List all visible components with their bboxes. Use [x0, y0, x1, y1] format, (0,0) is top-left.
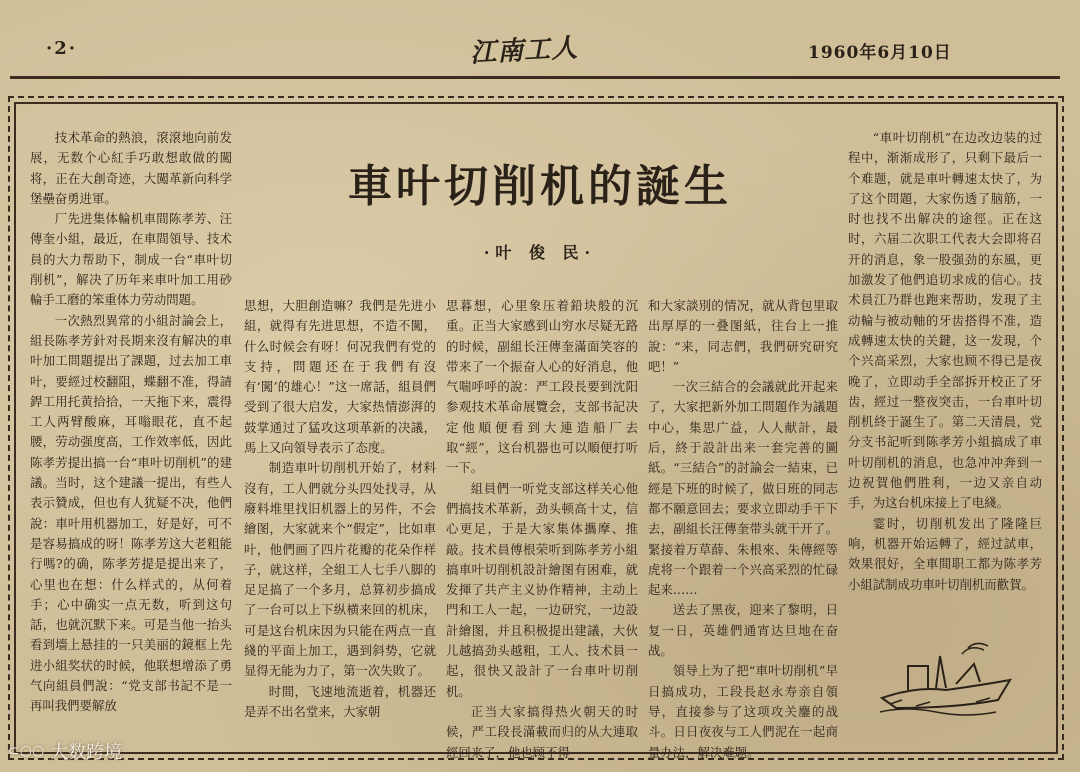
paragraph: 組員們一听党支部这样关心他們搞技术革新，劲头顿高十丈，信心更足，于是大家集体攜摩、推敲。技术員傅根荣听到陈孝芳小組搞車叶切削机設計繪图有困难，就发揮了共产主义协作精神，主动上門和工人一起，一边研究，一边設計繪图，并且积极提出建議，大伙儿越搞劲头越粗，工人、技术員一起，很快又設計了一台車叶切削机。	[446, 480, 638, 699]
paragraph: 制造車叶切削机开始了，材料沒有，工人們就分头四处找寻，从廢料堆里找旧机器上的另件，不会繪图，大家就来个“假定”，比如車叶，他們画了四片花瓣的花朵作样子，就这样，全組工人七手八脚的足足搞了一个多月，总算初步搞成了一台可以上下纵横来回的机床，可是这台机床因为只能在两点一直綫的平面上加工，遇到斜势，它就显得无能为力了，第一次失敗了。	[244, 460, 436, 679]
page-number: ·2·	[46, 38, 78, 59]
watermark-text: 大数跨境	[50, 742, 123, 763]
paragraph: 厂先进集体輪机車間陈孝芳、汪傳奎小組，最近，在車間領导、技术員的大力帮助下，制成一台“車叶切削机”，解决了历年来車叶加工用砂輪手工磨的笨重体力劳动問題。	[30, 211, 232, 308]
ship-illustration	[876, 636, 1016, 718]
paragraph: 正当大家搞得热火朝天的时候，严工段長滿載而归的从大連取經回来了，他也顾不得	[446, 703, 638, 760]
paragraph: 霎时，切削机发出了隆隆巨响，机器开始运轉了，經过試車，效果很好，全車間职工都为陈孝芳小組試制成功車叶切削机而歡賀。	[848, 515, 1042, 592]
paragraph: 思想，大胆創造嘛？我們是先进小組，就得有先进思想，不造不闖，什么时候会有呀！何况我們有党的支持，問題还在于我們有沒有‘闖’的雄心！”这一席話，組員們受到了很大启发，大家热情澎湃的鼓掌通过了猛攻这项革新的决議，馬上又向領导表示了态度。	[244, 298, 436, 456]
issue-date: 1960年6月10日	[808, 43, 952, 63]
article-column-2	[244, 296, 436, 722]
paragraph: 送去了黑夜，迎来了黎明，日复一日，英雄們通宵达旦地在奋战。	[648, 602, 838, 659]
article-column-5	[848, 128, 1042, 595]
paragraph: “車叶切削机”在边改边装的过程中，渐渐成形了，只剩下最后一个难题，就是車叶轉速太快了，为了这个問題，大家伤透了脑筋，一时也找不出解决的途徑。正在这时，六届二次职工代表大会即将召开的消息，象一股强劲的东風，更加激发了他們追切求成的信心。技术員江乃群也跑来帮助，发現了主动輪与被动軸的牙齿搭得不准，造成轉速太快的关鍵，这一发現，个个兴高采烈，大家也顾不得已是夜晚了，立即动手全部拆开校正了牙齿，經过一整夜突击，一台車叶切削机終于誕生了。第二天清晨，党分支书記听到陈孝芳小組搞成了車叶切削机的消息，也急冲冲奔到一边祝賀他們胜利，一边又亲自动手，为这台机床接上了电綫。	[848, 130, 1042, 511]
paragraph: 技术革命的熱浪，滾滾地向前发展，无数个心紅手巧敢想敢做的闖将，正在大創奇迹，大闖革新向科学堡壘奋勇进軍。	[30, 130, 232, 206]
paragraph: 和大家談別的情况，就从背包里取出厚厚的一叠图紙，往台上一推說：“来，同志們，我們研究研究吧！”	[648, 298, 838, 374]
article-title: 車叶切削机的誕生	[348, 161, 732, 212]
paragraph: 一次熱烈異常的小組討論会上，組長陈孝芳針对長期来沒有解决的車叶加工問題提出了課題，过去加工車叶，要經过校翻阻，蝶翻不准，得請銲工用托黄拾拾，一天拖下来，震得工人两臂酸麻，耳嗡眼花，直不起腰，劳动强度高，工作效率低，因此陈孝芳提出搞一台“車叶切削机”的建議。当时，这个建議一提出，有些人表示贊成，但也有人犹疑不决，他們說：車叶用机器加工，好是好，可不是容易搞成的呀！陈孝芳这大老粗能行嗎?的确，陈孝芳提是提出来了，心里也在想：什么样式的，从何着手；心中确实一点无数，听到这句話，也就沉默下来。可是当他一抬头看到墻上悬挂的一只美丽的鏡框上先进小組奖状的时候，他联想增添了勇气向組員們說：“党支部书記不是一再叫我們要解放	[30, 312, 232, 714]
paragraph: 思暮想，心里象压着鉛块般的沉重。正当大家感到山穷水尽疑无路的时候，副組长汪傳奎滿面笑容的带来了一个振奋人心的好消息，他气喘呼呼的說：严工段長要到沈阳参观技术革命展覽会，支部书記决定他順便看到大連造船厂去取“經”，这台机器也可以順便打听一下。	[446, 298, 638, 476]
paragraph: 一次三結合的会議就此开起来了，大家把新外加工問題作为議題中心，集思广益，人人献計，最后，終于設計出来一套完善的圖紙。“三結合”的討論会一結束，已經是下班的时候了，做日班的同志都不願意回去；要求立即动手干下去，副組长汪傳奎带头就干开了。緊接着万草薛、朱根來、朱傳經等虎将一个跟着一个兴高采烈的忙碌起来……	[648, 379, 838, 598]
article-column-3	[446, 296, 638, 763]
watermark	[8, 738, 122, 764]
article-column-1	[30, 128, 232, 717]
header-rule	[10, 76, 1060, 79]
article-column-4	[648, 296, 838, 763]
newspaper-header	[0, 30, 1080, 70]
masthead: 江南工人	[469, 33, 579, 69]
paragraph: 时間，飞速地流逝着，机器还是弄不出名堂来，大家朝	[244, 683, 436, 719]
link-icon: ⊂○○	[8, 743, 45, 759]
paragraph: 領导上为了把“車叶切削机”早日搞成功，工段長赵永寿亲自領导，直接参与了这项攻关鏖的战斗。日日夜夜与工人們泥在一起商量办法，解决难题。	[648, 663, 838, 760]
article-author: ·叶 俊 民·	[483, 243, 597, 262]
